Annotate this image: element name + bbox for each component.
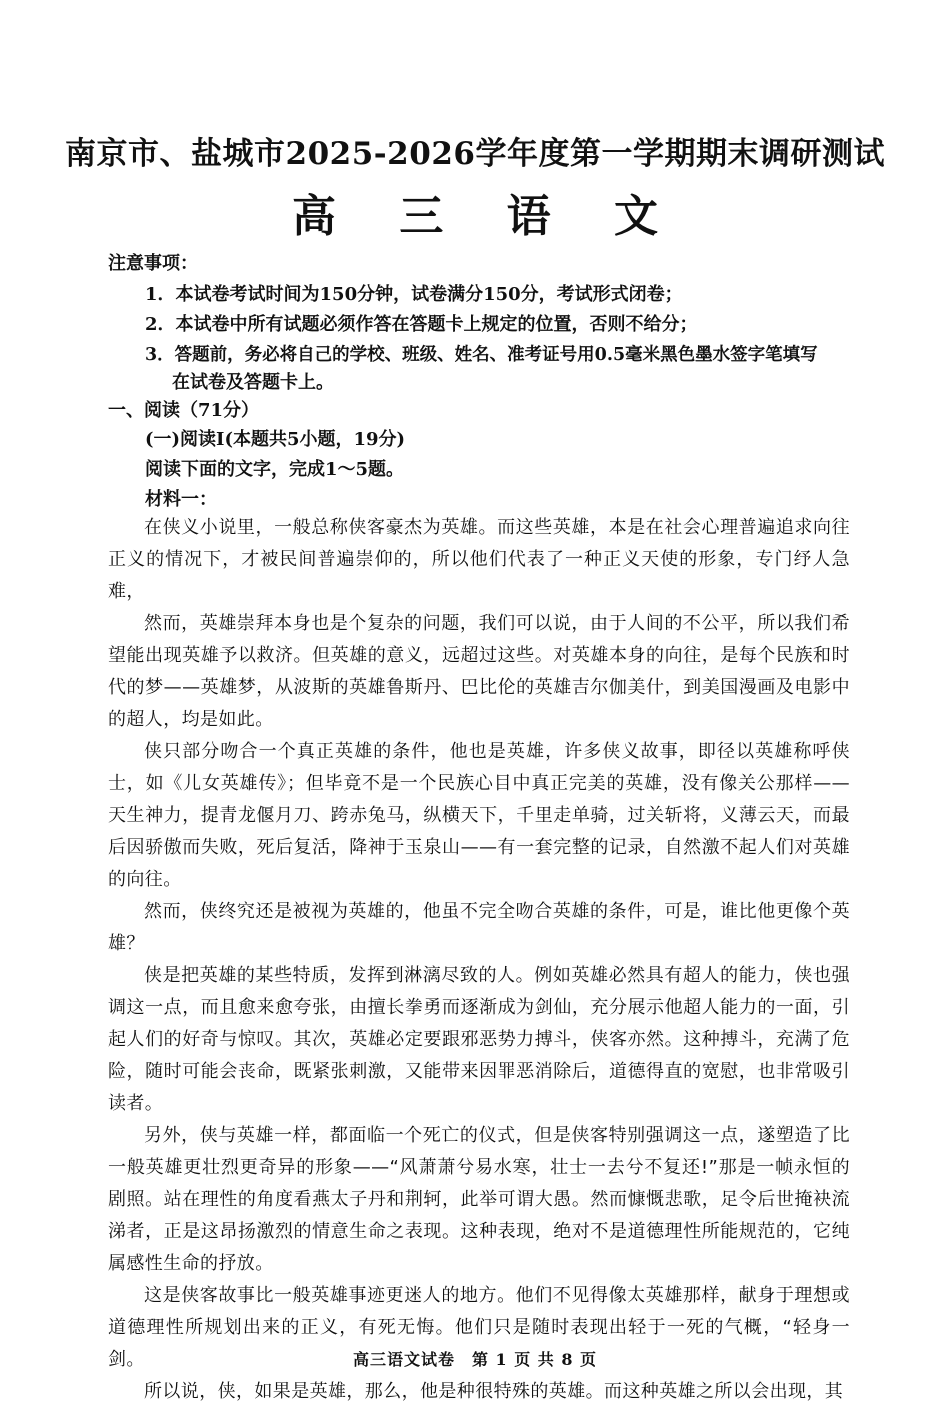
exam-title: 南京市、盐城市2025-2026学年度第一学期期末调研测试 <box>65 136 885 172</box>
paragraph: 然而，英雄崇拜本身也是个复杂的问题，我们可以说，由于人间的不公平，所以我们希望能出现英雄予以救济。但英雄的意义，远超过这些。对英雄本身的向往，是每个民族和时代的梦——英雄梦，从波斯的英雄鲁斯丹、巴比伦的英雄吉尔伽美什，到美国漫画及电影中的超人，均是如此。 <box>108 613 850 730</box>
page-footer: 高三语文试卷 第 1 页 共 8 页 <box>352 1350 598 1369</box>
article-body <box>108 512 850 1408</box>
paragraph: 在侠义小说里，一般总称侠客豪杰为英雄。而这些英雄，本是在社会心理普遍追求向往正义的情况下，才被民间普遍崇仰的，所以他们代表了一种正义天使的形象，专门纾人急难， <box>108 517 850 602</box>
section-sub: (一)阅读I(本题共5小题，19分) <box>145 429 406 450</box>
paragraph: 所以说，侠，如果是英雄，那么，他是种很特殊的英雄。而这种英雄之所以会出现，其 <box>144 1381 844 1402</box>
notice-item-2: 2．本试卷中所有试题必须作答在答题卡上规定的位置，否则不给分； <box>145 314 698 335</box>
material-label: 材料一： <box>145 489 217 510</box>
notice-item-3: 3．答题前，务必将自己的学校、班级、姓名、准考证号用0.5毫米黑色墨水签字笔填写 <box>145 345 818 365</box>
paragraph: 另外，侠与英雄一样，都面临一个死亡的仪式，但是侠客特别强调这一点，遂塑造了比一般英雄更壮烈更奇异的形象——“风萧萧兮易水寒，壮士一去兮不复还!”那是一帧永恒的剧照。站在理性的角度看燕太子丹和荆轲，此举可谓大愚。然而慷慨悲歌，足令后世掩袂流涕者，正是这昂扬激烈的情意生命之表现。这种表现，绝对不是道德理性所能规范的，它纯属感性生命的抒放。 <box>108 1125 850 1274</box>
section-instruction: 阅读下面的文字，完成1～5题。 <box>145 459 405 480</box>
paragraph: 然而，侠终究还是被视为英雄的，他虽不完全吻合英雄的条件，可是，谁比他更像个英雄？ <box>108 901 850 954</box>
notice-item-3-cont: 在试卷及答题卡上。 <box>172 372 334 393</box>
paragraph: 这是侠客故事比一般英雄事迹更迷人的地方。他们不见得像太英雄那样，献身于理想或道德理性所规划出来的正义，有死无悔。他们只是随时表现出轻于一死的气概，“轻身一剑。 <box>108 1285 850 1370</box>
paragraph: 侠只部分吻合一个真正英雄的条件，他也是英雄，许多侠义故事，即径以英雄称呼侠士，如《儿女英雄传》；但毕竟不是一个民族心目中真正完美的英雄，没有像关公那样——天生神力，提青龙偃月刀、跨赤兔马，纵横天下，千里走单骑，过关斩将，义薄云天，而最后因骄傲而失败，死后复活，降神于玉泉山——有一套完整的记录，自然激不起人们对英雄的向往。 <box>108 741 850 890</box>
notice-item-1: 1．本试卷考试时间为150分钟，试卷满分150分，考试形式闭卷； <box>145 284 683 305</box>
subject-title: 高 三 语 文 <box>292 191 682 242</box>
notice-heading: 注意事项： <box>108 253 198 274</box>
paragraph: 侠是把英雄的某些特质，发挥到淋漓尽致的人。例如英雄必然具有超人的能力，侠也强调这一点，而且愈来愈夸张，由擅长拳勇而逐渐成为剑仙，充分展示他超人能力的一面，引起人们的好奇与惊叹。其次，英雄必定要跟邪恶势力搏斗，侠客亦然。这种搏斗，充满了危险，随时可能会丧命，既紧张刺激，又能带来因罪恶消除后，道德得直的宽慰，也非常吸引读者。 <box>108 965 850 1114</box>
section-heading: 一、阅读（71分） <box>108 400 260 421</box>
